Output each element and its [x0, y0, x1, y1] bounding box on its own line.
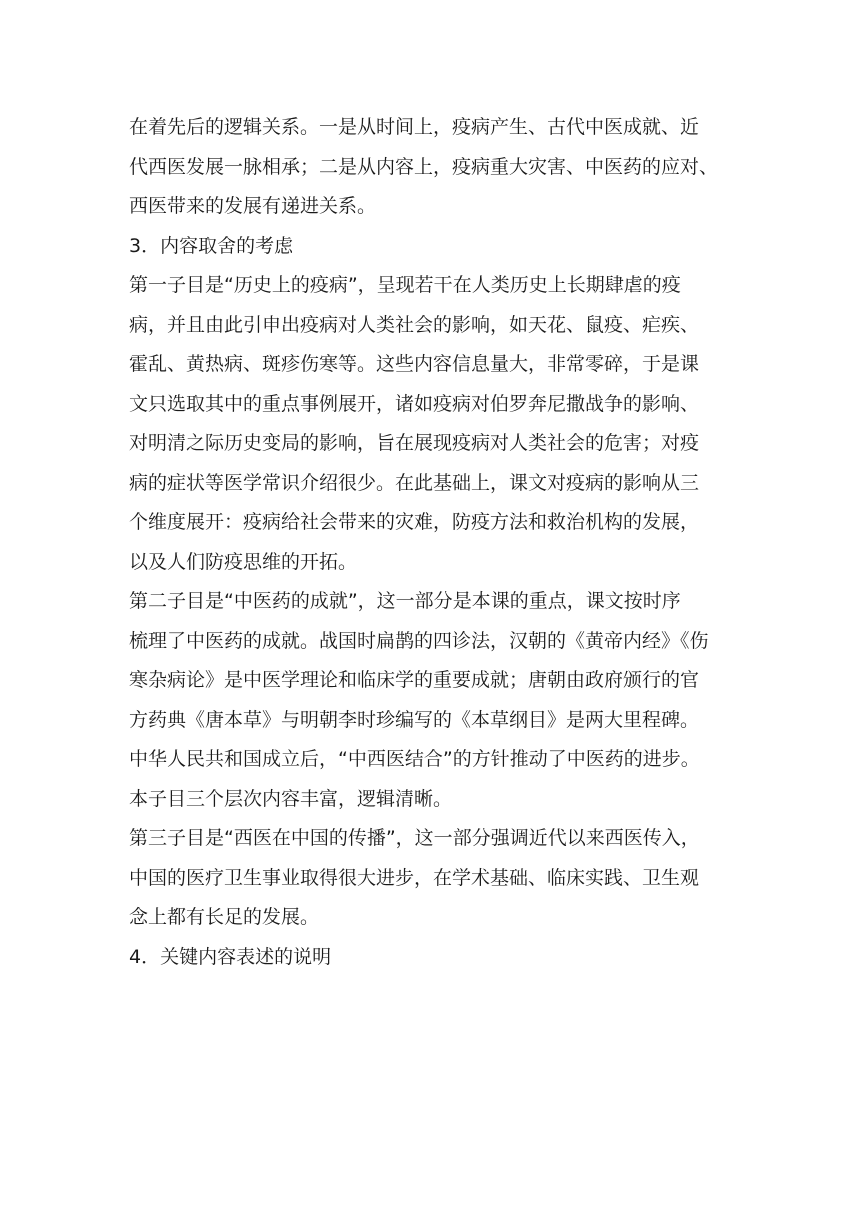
- text-line: 代西医发展一脉相承；二是从内容上，疫病重大灾害、中医药的应对、: [129, 155, 719, 178]
- text-line: 寒杂病论》是中医学理论和临床学的重要成就；唐朝由政府颁行的官: [129, 669, 700, 691]
- text-line: 霍乱、黄热病、斑疹伤寒等。这些内容信息量大，非常零碎，于是课: [129, 353, 700, 375]
- text-line: 以及人们防疫思维的开拓。: [129, 550, 358, 573]
- text-line: 个维度展开：疫病给社会带来的灾难，防疫方法和救治机构的发展，: [129, 511, 700, 533]
- text-line: 对明清之际历史变局的影响，旨在展现疫病对人类社会的危害；对疫: [129, 432, 700, 454]
- text-line: 本子目三个层次内容丰富，逻辑清晰。: [129, 787, 453, 810]
- text-line: 梳理了中医药的成就。战国时扁鹊的四诊法，汉朝的《黄帝内经》《伤: [129, 629, 709, 652]
- text-line: 病，并且由此引申出疫病对人类社会的影响，如天花、鼠疫、疟疾、: [129, 313, 700, 336]
- body-text: [129, 108, 733, 977]
- text-line: 第二子目是“中医药的成就”，这一部分是本课的重点，课文按时序: [129, 590, 681, 612]
- text-line: 第三子目是“西医在中国的传播”，这一部分强调近代以来西医传入，: [129, 827, 700, 849]
- text-line: 西医带来的发展有递进关系。: [129, 195, 377, 217]
- section-heading-4: 4．关键内容表述的说明: [129, 945, 332, 968]
- section-heading-3: 3．内容取舍的考虑: [129, 234, 294, 257]
- text-line: 念上都有长足的发展。: [129, 906, 320, 928]
- text-line: 病的症状等医学常识介绍很少。在此基础上，课文对疫病的影响从三: [129, 471, 700, 494]
- text-line: 中华人民共和国成立后，“中西医结合”的方针推动了中医药的进步。: [129, 748, 700, 770]
- text-line: 在着先后的逻辑关系。一是从时间上，疫病产生、古代中医成就、近: [129, 116, 700, 138]
- text-line: 第一子目是“历史上的疫病”，呈现若干在人类历史上长期肆虐的疫: [129, 274, 681, 296]
- text-line: 文只选取其中的重点事例展开，诸如疫病对伯罗奔尼撒战争的影响、: [129, 392, 700, 415]
- text-line: 中国的医疗卫生事业取得很大进步，在学术基础、临床实践、卫生观: [129, 866, 700, 889]
- text-line: 方药典《唐本草》与明朝李时珍编写的《本草纲目》是两大里程碑。: [129, 708, 700, 731]
